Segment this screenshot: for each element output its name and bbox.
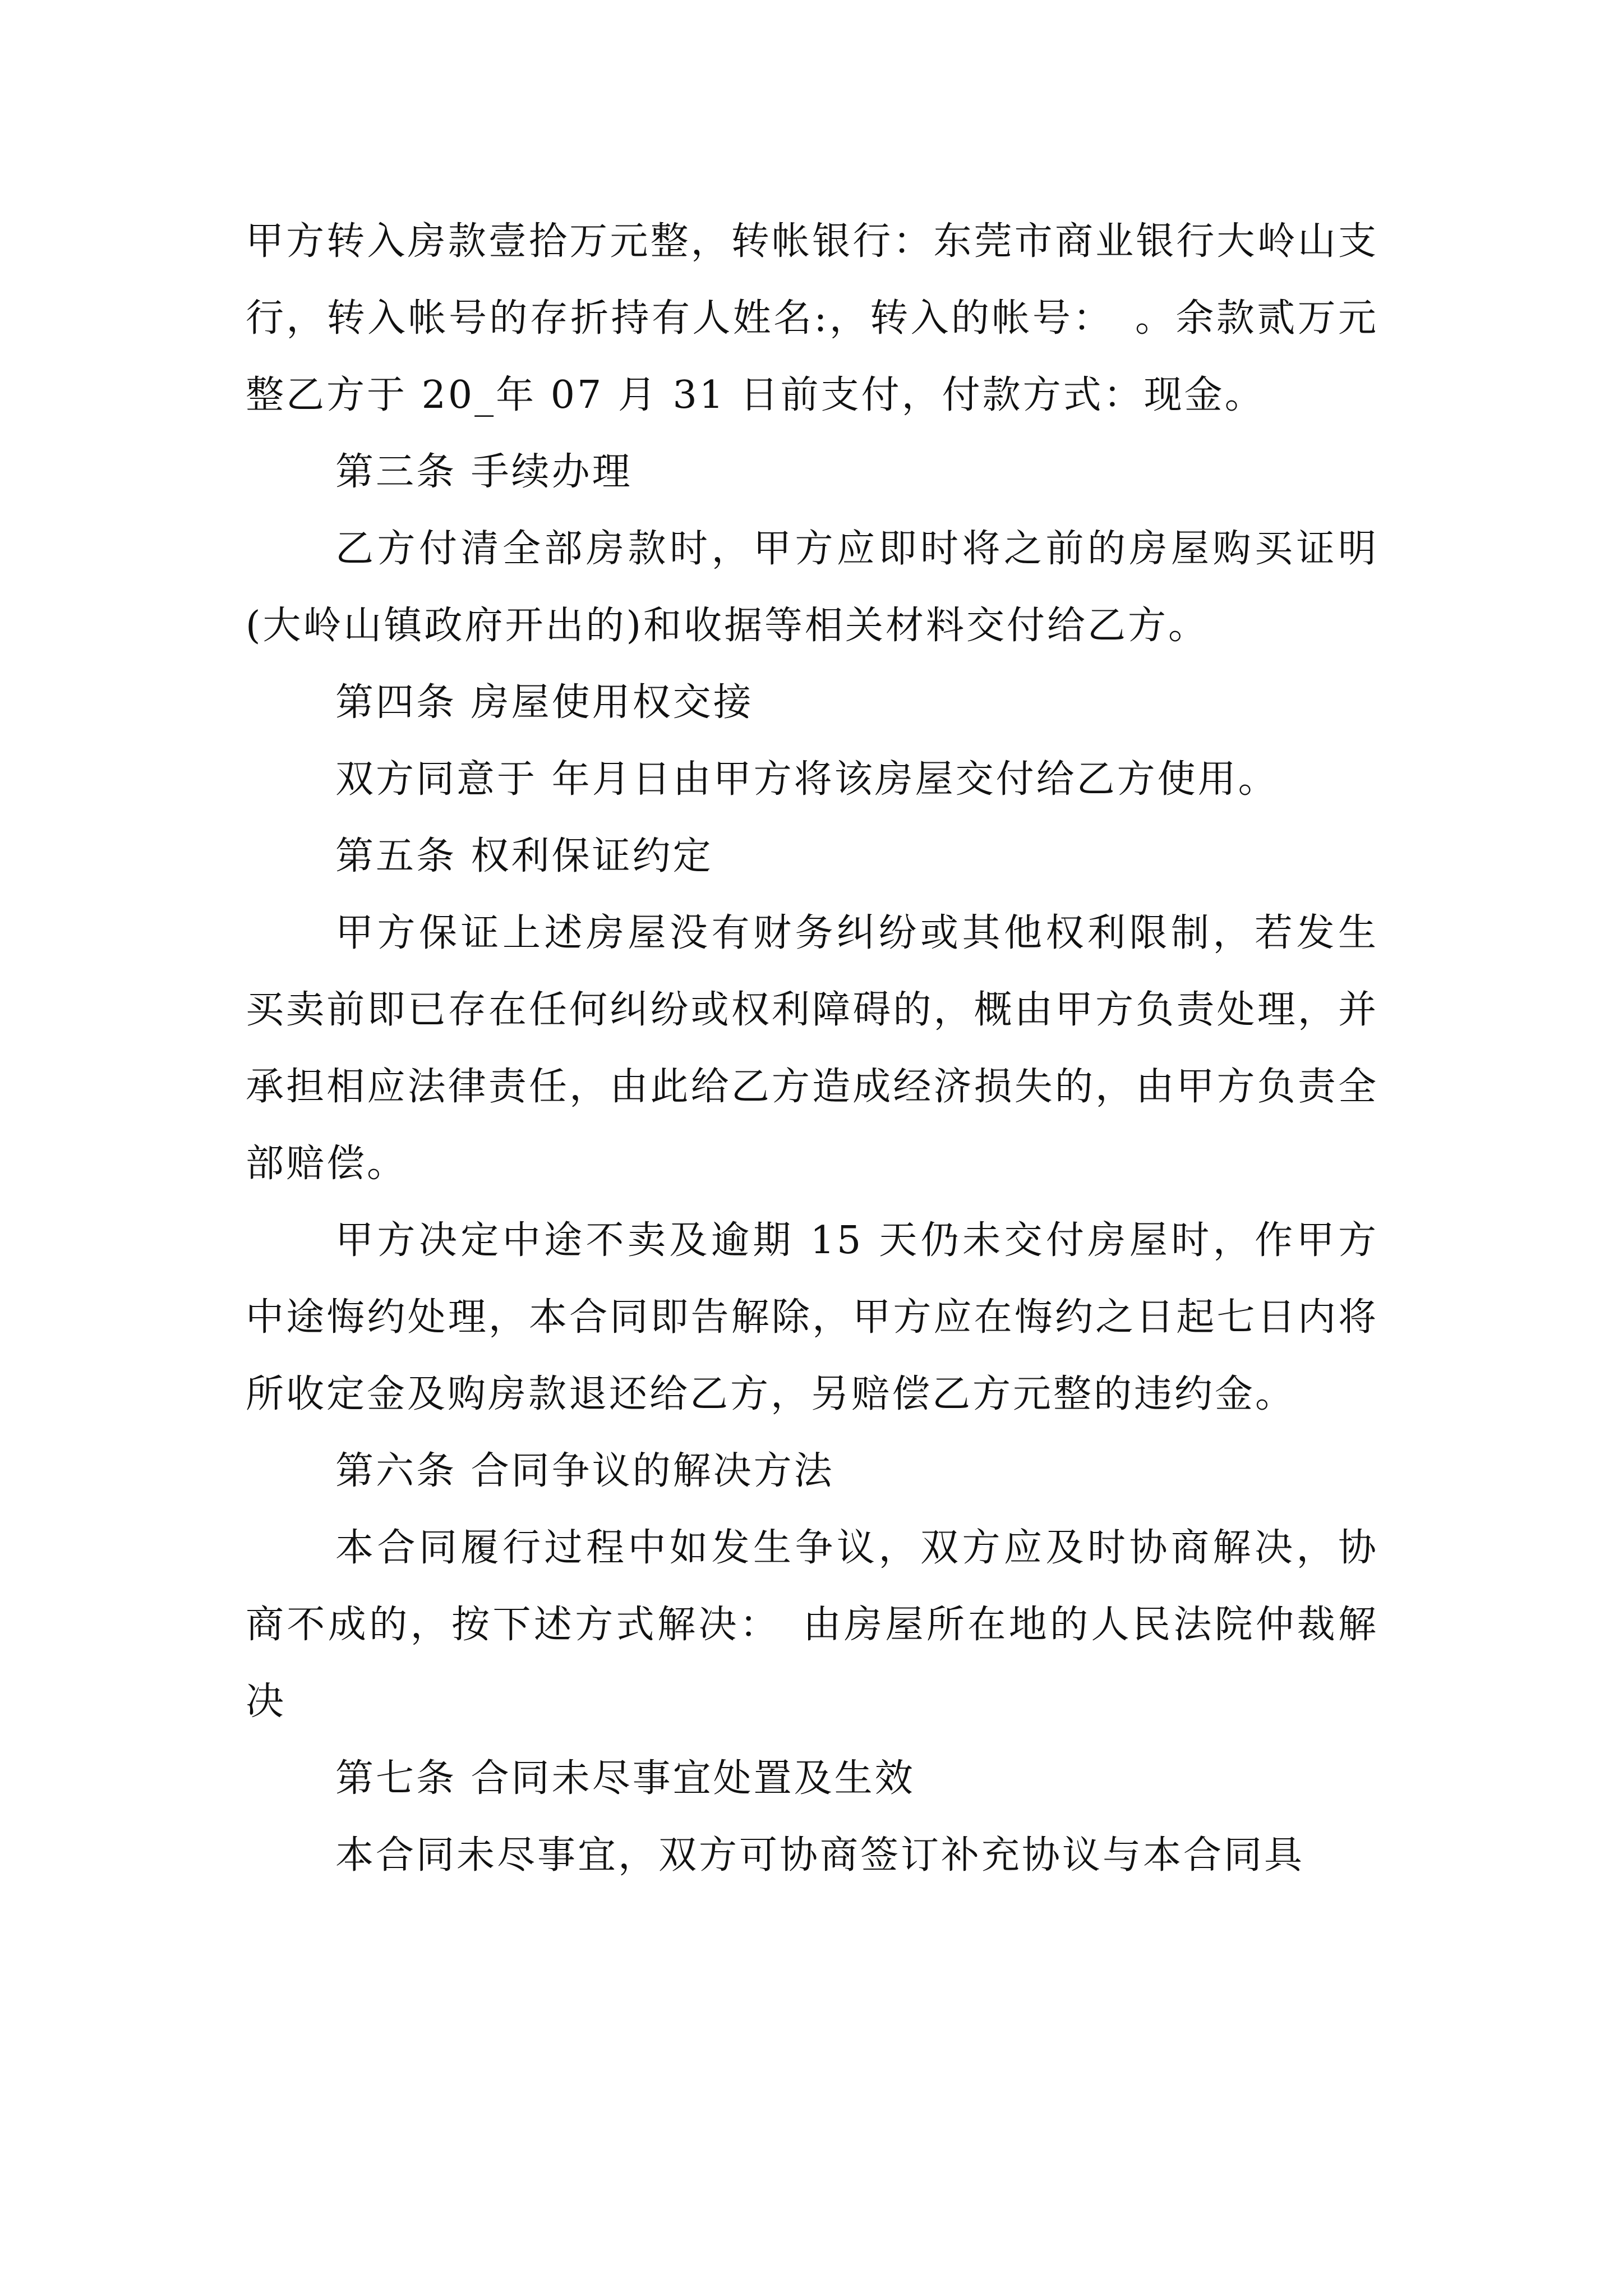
- article-7-heading: 第七条 合同未尽事宜处置及生效: [335, 1756, 915, 1801]
- paragraph-payment: 甲方转入房款壹拾万元整，转帐银行：东莞市商业银行大岭山支行，转入帐号的存折持有人姓名:，转入的帐号： 。余款贰万元整乙方于 20_年 07 月 31 日前支付，付款方式：现金。: [246, 219, 1378, 417]
- article-6-heading: 第六条 合同争议的解决方法: [335, 1449, 834, 1493]
- paragraph-handover: 双方同意于 年月日由甲方将该房屋交付给乙方使用。: [335, 757, 1279, 802]
- article-4-heading: 第四条 房屋使用权交接: [335, 680, 754, 725]
- paragraph-breach: 甲方决定中途不卖及逾期 15 天仍未交付房屋时，作甲方中途悔约处理，本合同即告解除，甲方应在悔约之日起七日内将所收定金及购房款退还给乙方，另赔偿乙方元整的违约金。: [246, 1218, 1378, 1416]
- paragraph-dispute: 本合同履行过程中如发生争议，双方应及时协商解决，协商不成的，按下述方式解决： 由房屋所在地的人民法院仲裁解决: [246, 1526, 1378, 1724]
- article-5-heading: 第五条 权利保证约定: [335, 834, 713, 878]
- document-body: [246, 203, 1378, 1894]
- paragraph-rights-guarantee: 甲方保证上述房屋没有财务纠纷或其他权利限制，若发生买卖前即已存在任何纠纷或权利障碍的，概由甲方负责处理，并承担相应法律责任，由此给乙方造成经济损失的，由甲方负责全部赔偿。: [246, 911, 1378, 1186]
- paragraph-supplementary: 本合同未尽事宜，双方可协商签订补充协议与本合同具: [335, 1833, 1305, 1878]
- article-3-heading: 第三条 手续办理: [335, 450, 633, 494]
- paragraph-procedures: 乙方付清全部房款时，甲方应即时将之前的房屋购买证明(大岭山镇政府开出的)和收据等相关材料交付给乙方。: [246, 527, 1378, 648]
